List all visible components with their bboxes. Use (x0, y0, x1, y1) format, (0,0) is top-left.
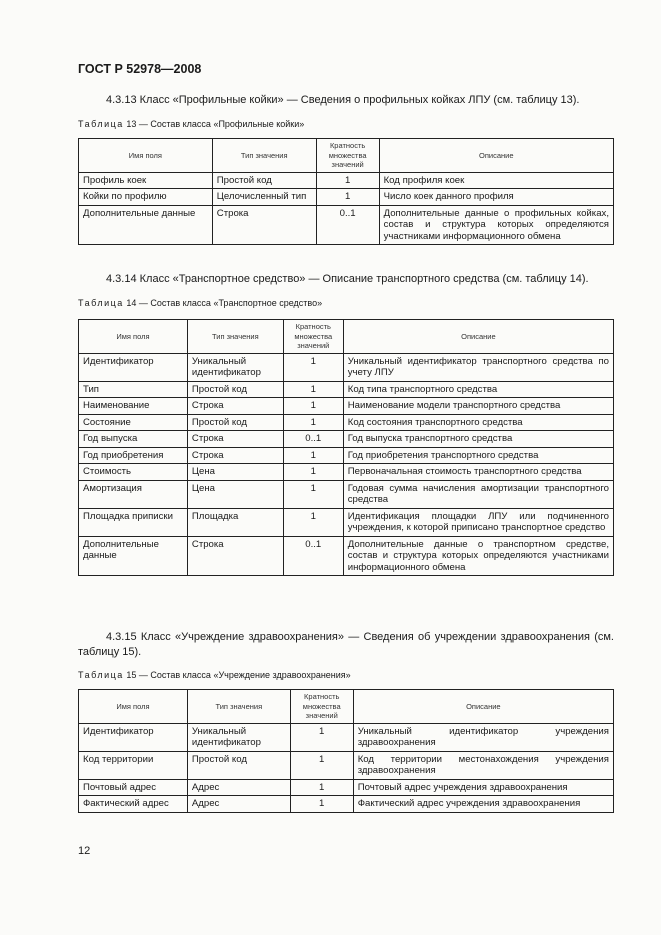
table-cell: Состояние (79, 414, 188, 431)
table-cell: Адрес (187, 796, 290, 813)
table-cell: Дополнительные данные о транспортном средстве, состав и структура которых определяются участниками информационного обмена (343, 536, 613, 576)
column-header: Описание (343, 320, 613, 354)
column-header: Кратность множества значений (316, 139, 379, 173)
table-15-caption (78, 670, 351, 680)
table-cell: Код территории (79, 751, 188, 779)
table-row (79, 353, 614, 381)
table-cell: 1 (316, 189, 379, 206)
table-cell: Простой код (212, 172, 316, 189)
table-cell: Строка (187, 398, 283, 415)
caption-text: 13 — Состав класса «Профильные койки» (126, 119, 305, 129)
column-header: Кратность множества значений (283, 320, 343, 354)
table-cell: Идентификация площадки ЛПУ или подчиненного учреждения, к которой приписано транспортное средство (343, 508, 613, 536)
table-row (79, 205, 614, 245)
table-cell: Койки по профилю (79, 189, 213, 206)
table-cell: 1 (283, 398, 343, 415)
table-cell: Фактический адрес учреждения здравоохранения (353, 796, 613, 813)
column-header: Имя поля (79, 690, 188, 724)
table-cell: Дополнительные данные (79, 536, 188, 576)
table-header-row (79, 139, 614, 173)
table-cell: Годовая сумма начисления амортизации транспортного средства (343, 480, 613, 508)
table-cell: Код типа транспортного средства (343, 381, 613, 398)
table-cell: 1 (283, 480, 343, 508)
table-cell: Строка (187, 536, 283, 576)
table-cell: Строка (212, 205, 316, 245)
table-cell: Год приобретения транспортного средства (343, 447, 613, 464)
table-cell: 1 (290, 751, 353, 779)
table-cell: Тип (79, 381, 188, 398)
table-cell: 1 (283, 353, 343, 381)
column-header: Описание (379, 139, 613, 173)
table-cell: 1 (283, 414, 343, 431)
table-cell: Профиль коек (79, 172, 213, 189)
table-cell: Площадка приписки (79, 508, 188, 536)
table-row (79, 431, 614, 448)
table-cell: Код территории местонахождения учреждения здравоохранения (353, 751, 613, 779)
table-cell: Идентификатор (79, 353, 188, 381)
document-code: ГОСТ Р 52978—2008 (78, 62, 202, 76)
table-13-caption (78, 119, 304, 129)
caption-word: Таблица (78, 298, 124, 308)
column-header: Кратность множества значений (290, 690, 353, 724)
table-cell: Число коек данного профиля (379, 189, 613, 206)
column-header: Тип значения (212, 139, 316, 173)
table-cell: Площадка (187, 508, 283, 536)
table-cell: Наименование модели транспортного средства (343, 398, 613, 415)
table-row (79, 172, 614, 189)
table-cell: Уникальный идентификатор (187, 353, 283, 381)
table-cell: Год приобретения (79, 447, 188, 464)
caption-text: 14 — Состав класса «Транспортное средство» (126, 298, 323, 308)
table-cell: Стоимость (79, 464, 188, 481)
table-cell: Простой код (187, 381, 283, 398)
table-cell: Амортизация (79, 480, 188, 508)
section-14-paragraph: 4.3.14 Класс «Транспортное средство» — Описание транспортного средства (см. таблицу 14). (106, 273, 589, 285)
table-cell: 1 (316, 172, 379, 189)
caption-text: 15 — Состав класса «Учреждение здравоохранения» (126, 670, 351, 680)
column-header: Тип значения (187, 320, 283, 354)
table-14 (78, 319, 614, 576)
table-cell: Цена (187, 480, 283, 508)
table-row (79, 189, 614, 206)
table-cell: 1 (283, 447, 343, 464)
table-cell: Год выпуска (79, 431, 188, 448)
table-cell: 0..1 (316, 205, 379, 245)
caption-word: Таблица (78, 670, 124, 680)
table-row (79, 751, 614, 779)
table-15 (78, 689, 614, 813)
table-cell: Первоначальная стоимость транспортного средства (343, 464, 613, 481)
section-13-paragraph: 4.3.13 Класс «Профильные койки» — Сведения о профильных койках ЛПУ (см. таблицу 13). (106, 94, 580, 106)
table-row (79, 796, 614, 813)
table-cell: Целочисленный тип (212, 189, 316, 206)
table-row (79, 398, 614, 415)
column-header: Имя поля (79, 139, 213, 173)
column-header: Описание (353, 690, 613, 724)
table-row (79, 447, 614, 464)
table-cell: Уникальный идентификатор транспортного средства по учету ЛПУ (343, 353, 613, 381)
table-row (79, 381, 614, 398)
table-cell: Год выпуска транспортного средства (343, 431, 613, 448)
section-15-paragraph: 4.3.15 Класс «Учреждение здравоохранения» — Сведения об учреждении здравоохранения (см. таблицу 15). (78, 631, 614, 658)
page-number: 12 (78, 845, 91, 857)
table-13 (78, 138, 614, 245)
table-cell: Дополнительные данные (79, 205, 213, 245)
table-cell: Код состояния транспортного средства (343, 414, 613, 431)
table-row (79, 464, 614, 481)
table-row (79, 508, 614, 536)
table-row (79, 414, 614, 431)
table-header-row (79, 690, 614, 724)
table-header-row (79, 320, 614, 354)
table-cell: 1 (283, 508, 343, 536)
table-cell: Идентификатор (79, 723, 188, 751)
table-cell: Строка (187, 431, 283, 448)
table-cell: Почтовый адрес (79, 779, 188, 796)
table-cell: Строка (187, 447, 283, 464)
table-cell: 1 (290, 796, 353, 813)
table-cell: Код профиля коек (379, 172, 613, 189)
caption-word: Таблица (78, 119, 124, 129)
table-cell: Фактический адрес (79, 796, 188, 813)
table-row (79, 480, 614, 508)
table-cell: Простой код (187, 414, 283, 431)
table-cell: Цена (187, 464, 283, 481)
table-cell: 1 (283, 464, 343, 481)
table-cell: Адрес (187, 779, 290, 796)
table-14-caption (78, 298, 322, 308)
table-cell: Простой код (187, 751, 290, 779)
table-cell: 1 (290, 779, 353, 796)
table-cell: 1 (290, 723, 353, 751)
table-cell: Наименование (79, 398, 188, 415)
table-cell: 0..1 (283, 536, 343, 576)
table-cell: Уникальный идентификатор учреждения здравоохранения (353, 723, 613, 751)
column-header: Имя поля (79, 320, 188, 354)
table-row (79, 536, 614, 576)
table-cell: 1 (283, 381, 343, 398)
table-cell: Дополнительные данные о профильных койках, состав и структура которых определяются участниками информационного обмена (379, 205, 613, 245)
table-cell: Уникальный идентификатор (187, 723, 290, 751)
table-cell: Почтовый адрес учреждения здравоохранения (353, 779, 613, 796)
column-header: Тип значения (187, 690, 290, 724)
table-cell: 0..1 (283, 431, 343, 448)
table-row (79, 779, 614, 796)
table-row (79, 723, 614, 751)
